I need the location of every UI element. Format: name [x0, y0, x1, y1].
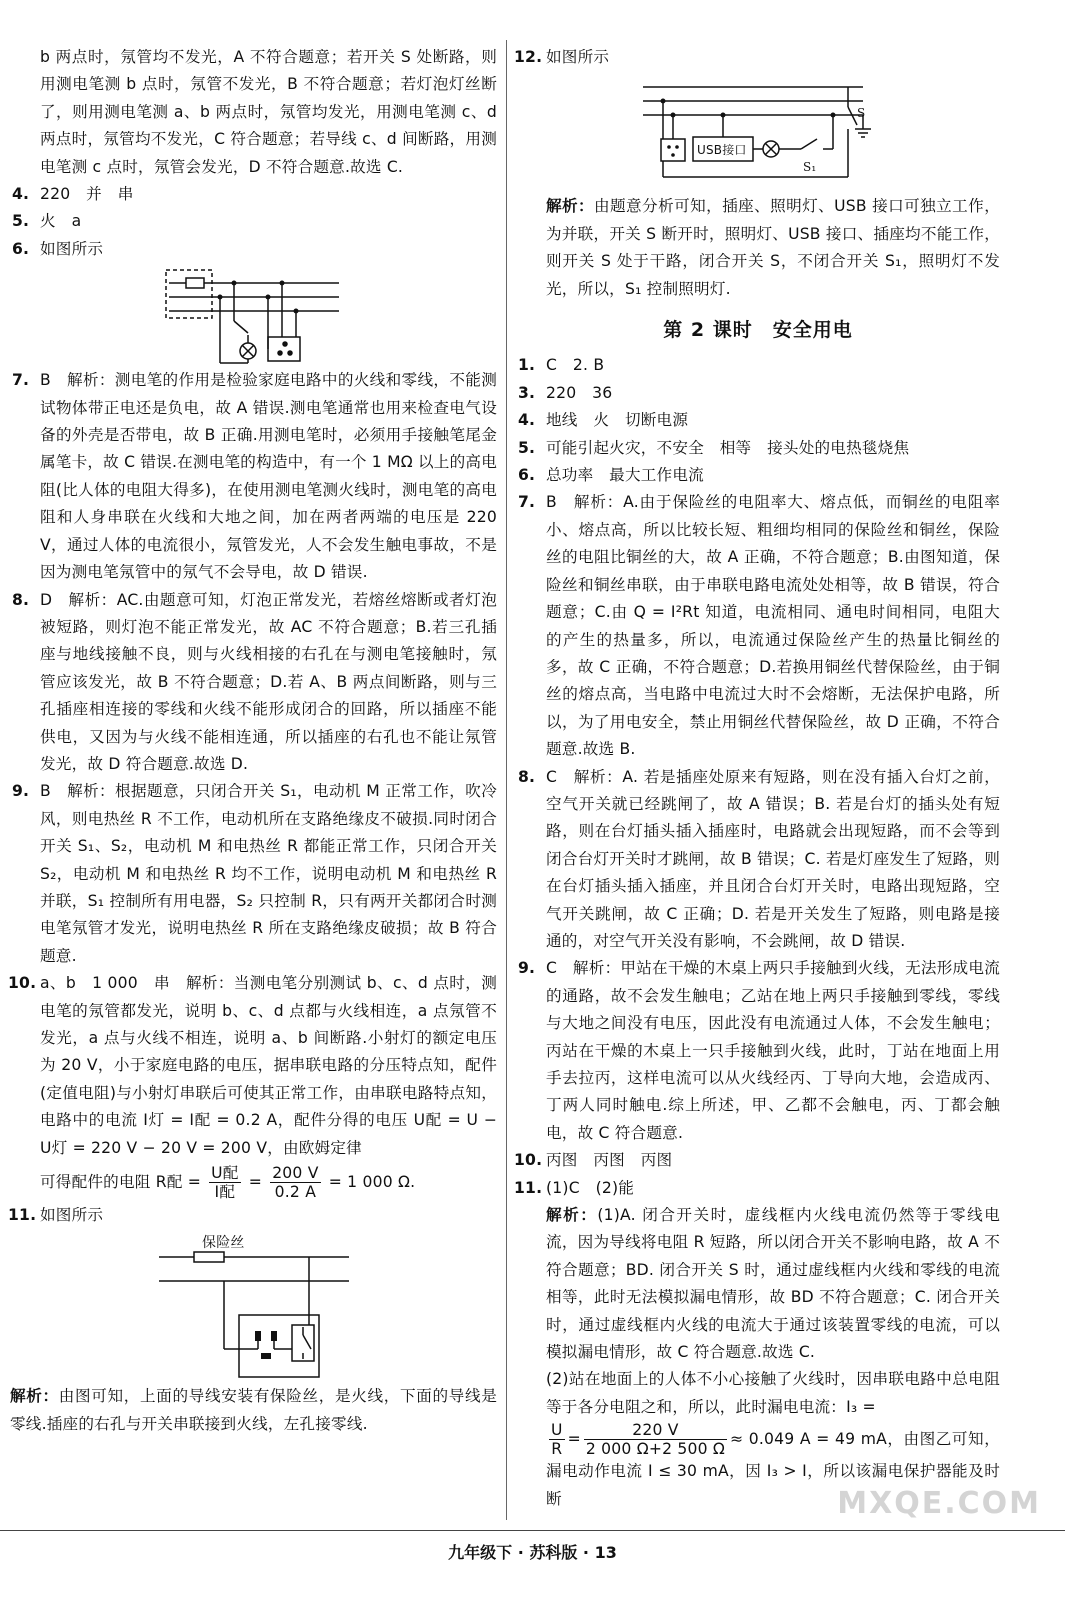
lesson2-answer-6: 6. 总功率 最大工作电流 — [518, 466, 704, 485]
switch-s1-label: S₁ — [803, 160, 817, 175]
figure-6-circuit — [164, 265, 344, 365]
answer-12-analysis: 解析：由题意分析可知，插座、照明灯、USB 接口可独立工作，为并联，开关 S 断开时，照明灯、USB 接口、插座均不能工作，则开关 S 处于干路，闭合开关 S，不闭合开关 S₁，照明灯不发光，所以，S₁ 控制照明灯. — [546, 197, 1000, 298]
watermark: MXQE.COM — [837, 1486, 1041, 1521]
answer-8: 8. D 解析：AC.由题意可知，灯泡正常发光，若熔丝熔断或者灯泡被短路，则灯泡不能正常发光，故 AC 不符合题意；B.若三孔插座与地线接触不良，则与火线相接的右孔在与测电笔接触时，氖管应该发光，故 B 不符合题意；D.若 A、B 两点间断路，则与三孔插座相连接的零线和火线不能形成闭合的回路，所以插座不能供电，又因为与火线不能相连通，所以插座的右孔也不能让氖管发光，故 D 符合题意.故选 D. — [12, 590, 497, 773]
answer-7: 7. B 解析：测电笔的作用是检验家庭电路中的火线和零线，不能测试物体带正电还是负电，故 A 错误.测电笔通常也用来检查电气设备的外壳是否带电，故 B 正确.用测电笔时，必须用手接触笔尾金属笔卡，故 C 错误.在测电笔的构造中，有一个 1 MΩ 以上的高电阻(比人体的电阻大得多)，在使用测电笔测火线时，测电笔的高电阻和人身串联在火线和大地之间，加在两者两端的电压是 220 V，通过人体的电流很小，氖管发光，人不会发生触电事故，不是因为测电笔氖管中的氖气不会导电，故 D 错误. — [12, 371, 497, 582]
lesson2-answer-11: 11. (1)C (2)能 — [514, 1178, 635, 1197]
fraction-u-over-r: $\frac{U}{R}$ — [551, 1421, 563, 1459]
lesson2-answer-11-part2: (2)站在地面上的人体不小心接触了火线时，因串联电路中总电阻等于各分电阻之和，所以，此时漏电电流：I₃ = — [546, 1370, 1000, 1416]
lesson2-answer-8: 8. C 解析：A. 若是插座处原来有短路，则在没有插入台灯之前，空气开关就已经跳闸了，故 A 错误；B. 若是台灯的插头处有短路，则在台灯插头插入插座时，电路就会出现短路，而不会等到闭合台灯开关时才跳闸，故 B 错误；C. 若是灯座发生了短路，则在台灯插头插入插座，并且闭合台灯开关时，电路出现短路，空气开关跳闸，故 C 正确；D. 若是开关发生了短路，则电路是接通的，对空气开关没有影响，不会跳闸，故 D 错误. — [518, 767, 1000, 950]
lesson2-answer-4: 4. 地线 火 切断电源 — [518, 411, 689, 430]
answer-6: 6. 如图所示 — [12, 239, 104, 258]
q3-continuation: b 两点时，氖管均不发光，A 不符合题意；若开关 S 处断路，则用测电笔测 b 点时，氖管不发光，B 不符合题意；若灯泡灯丝断了，则用测电笔测 a、b 两点时，氖管均发光，用测电笔测 c、d 两点时，氖管均不发光，C 符合题意；若导线 c、d 间断路，用测电笔测 c 点时，氖管会发光，D 不符合题意.故选 C. — [40, 48, 497, 176]
answer-9: 9. B 解析：根据题意，只闭合开关 S₁，电动机 M 正常工作，吹冷风，则电热丝 R 不工作，电动机所在支路绝缘皮不破损.同时闭合开关 S₁、S₂，电动机 M 和电热丝 R 都能正常工作，只闭合开关 S₂，电动机 M 和电热丝 R 均不工作，说明电动机 M 和电热丝 R 并联，S₁ 控制所有用电器，S₂ 只控制 R，只有两开关都闭合时测电笔氖管才发光，说明电热丝 R 所在支路绝缘皮破损；故 B 符合题意. — [12, 782, 497, 965]
fuse-label: 保险丝 — [201, 1235, 245, 1252]
lesson2-answer-10: 10. 丙图 丙图 丙图 — [514, 1151, 673, 1170]
page-footer: 九年级下 · 苏科版 · 13 — [448, 1543, 617, 1562]
fraction-current-values: $\frac{220 V}{2 000 \Omega+2 500 \Omega}$ — [585, 1421, 726, 1459]
lesson2-answer-9: 9. C 解析：甲站在干燥的木桌上两只手接触到火线，无法形成电流的通路，故不会发生触电；乙站在地上两只手接触到零线，零线与大地之间没有电压，因此没有电流通过人体，不会发生触电；丙站在干燥的木桌上一只手接触到火线，此时，丁站在地面上用手去拉丙，这样电流可以从火线经丙、丁导向大地，会造成丙、丁两人同时触电.综上所述，甲、乙都不会触电，丙、丁都会触电，故 C 符合题意. — [518, 959, 1000, 1142]
answer-11: 11. 如图所示 — [8, 1206, 104, 1225]
switch-s-label: S — [857, 106, 866, 121]
answer-12: 12. 如图所示 — [514, 48, 610, 66]
figure-11-circuit — [154, 1231, 354, 1381]
lesson2-answer-5: 5. 可能引起火灾，不安全 相等 接头处的电热毯烧焦 — [518, 438, 910, 457]
lesson2-answer-1: 1. C 2. B — [518, 356, 605, 375]
fraction-u-over-i: $\frac{\text{U配}}{\text{I配}}$ — [211, 1164, 239, 1202]
answer-5: 5. 火 a — [12, 212, 82, 231]
usb-port-label: USB接口 — [697, 143, 747, 158]
figure-12-circuit — [633, 73, 883, 191]
fraction-values: $\frac{200 V}{0.2 A}$ — [272, 1164, 319, 1202]
answer-10: 10. a、b 1 000 串 解析：当测电笔分别测试 b、c、d 点时，测电笔的氖管都发光，说明 b、c、d 点都与火线相连，a 点氖管不发光，a 点与火线不相连，说明 a、b 间断路.小射灯的额定电压为 20 V，小于家庭电路的电压，据串联电路的分压特点知，配件(定值电阻)与小射灯串联后可使其正常工作，由串联电路特点知，电路中的电流 I灯 = I配 = 0.2 A，配件分得的电压 U配 = U − U灯 = 220 V − 20 V = 200 V，由欧姆定律 — [8, 974, 497, 1157]
right-column — [516, 44, 1000, 1513]
lesson2-answer-11-part1: 解析：(1)A. 闭合开关时，虚线框内火线电流仍然等于零线电流，因为导线将电阻 R 短路，所以闭合开关不影响电路，故 A 不符合题意；BD. 闭合开关 S 时，通过虚线框内火线和零线的电流相等，此时无法模拟漏电情形，故 BD 不符合题意；C. 闭合开关时，通过虚线框内火线的电流大于通过该装置零线的电流，可以模拟漏电情形，故 C 符合题意.故选 C. — [546, 1206, 1001, 1362]
left-column — [10, 44, 497, 1438]
answer-4: 4. 220 并 串 — [12, 185, 134, 204]
column-divider — [506, 40, 507, 1520]
footer-rule — [0, 1530, 1065, 1531]
section-title: 第 2 课时 安全用电 — [663, 319, 853, 342]
answer-11-analysis: 解析：由图可知，上面的导线安装有保险丝，是火线，下面的导线是零线.插座的右孔与开关串联接到火线，左孔接零线. — [10, 1387, 497, 1433]
lesson2-answer-11-formula: $\frac{U}{R}$ = $\frac{220 V}{2 000 \Omega+2 500 \Omega}$ ≈ 0.049 A = 49 mA，由图乙可知，漏电动作电流 I ≤ 30 mA，因 I₃ > I，所以该漏电保护器能及时断 — [546, 1421, 1000, 1508]
lesson2-answer-3: 3. 220 36 — [518, 383, 613, 402]
answer-10-formula: 可得配件的电阻 R配 = $\frac{\text{U配}}{\text{I配}}$ = $\frac{200 V}{0.2 A}$ = 1 000 Ω. — [40, 1164, 416, 1202]
lesson2-answer-7: 7. B 解析：A.由于保险丝的电阻率大、熔点低，而铜丝的电阻率小、熔点高，所以比较长短、粗细均相同的保险丝和铜丝，保险丝的电阻比铜丝的大，故 A 正确，不符合题意；B.由图知道，保险丝和铜丝串联，由于串联电路电流处处相等，故 B 错误，符合题意；C.由 Q = I²Rt 知道，电流相同、通电时间相同，电阻大的产生的热量多，所以，电流通过保险丝产生的热量比铜丝的多，故 C 正确，不符合题意；D.若换用铜丝代替保险丝，由于铜丝的熔点高，当电路中电流过大时不会熔断，无法保护电路，所以，为了用电安全，禁止用铜丝代替保险丝，故 D 正确，不符合题意.故选 B. — [518, 493, 1000, 759]
